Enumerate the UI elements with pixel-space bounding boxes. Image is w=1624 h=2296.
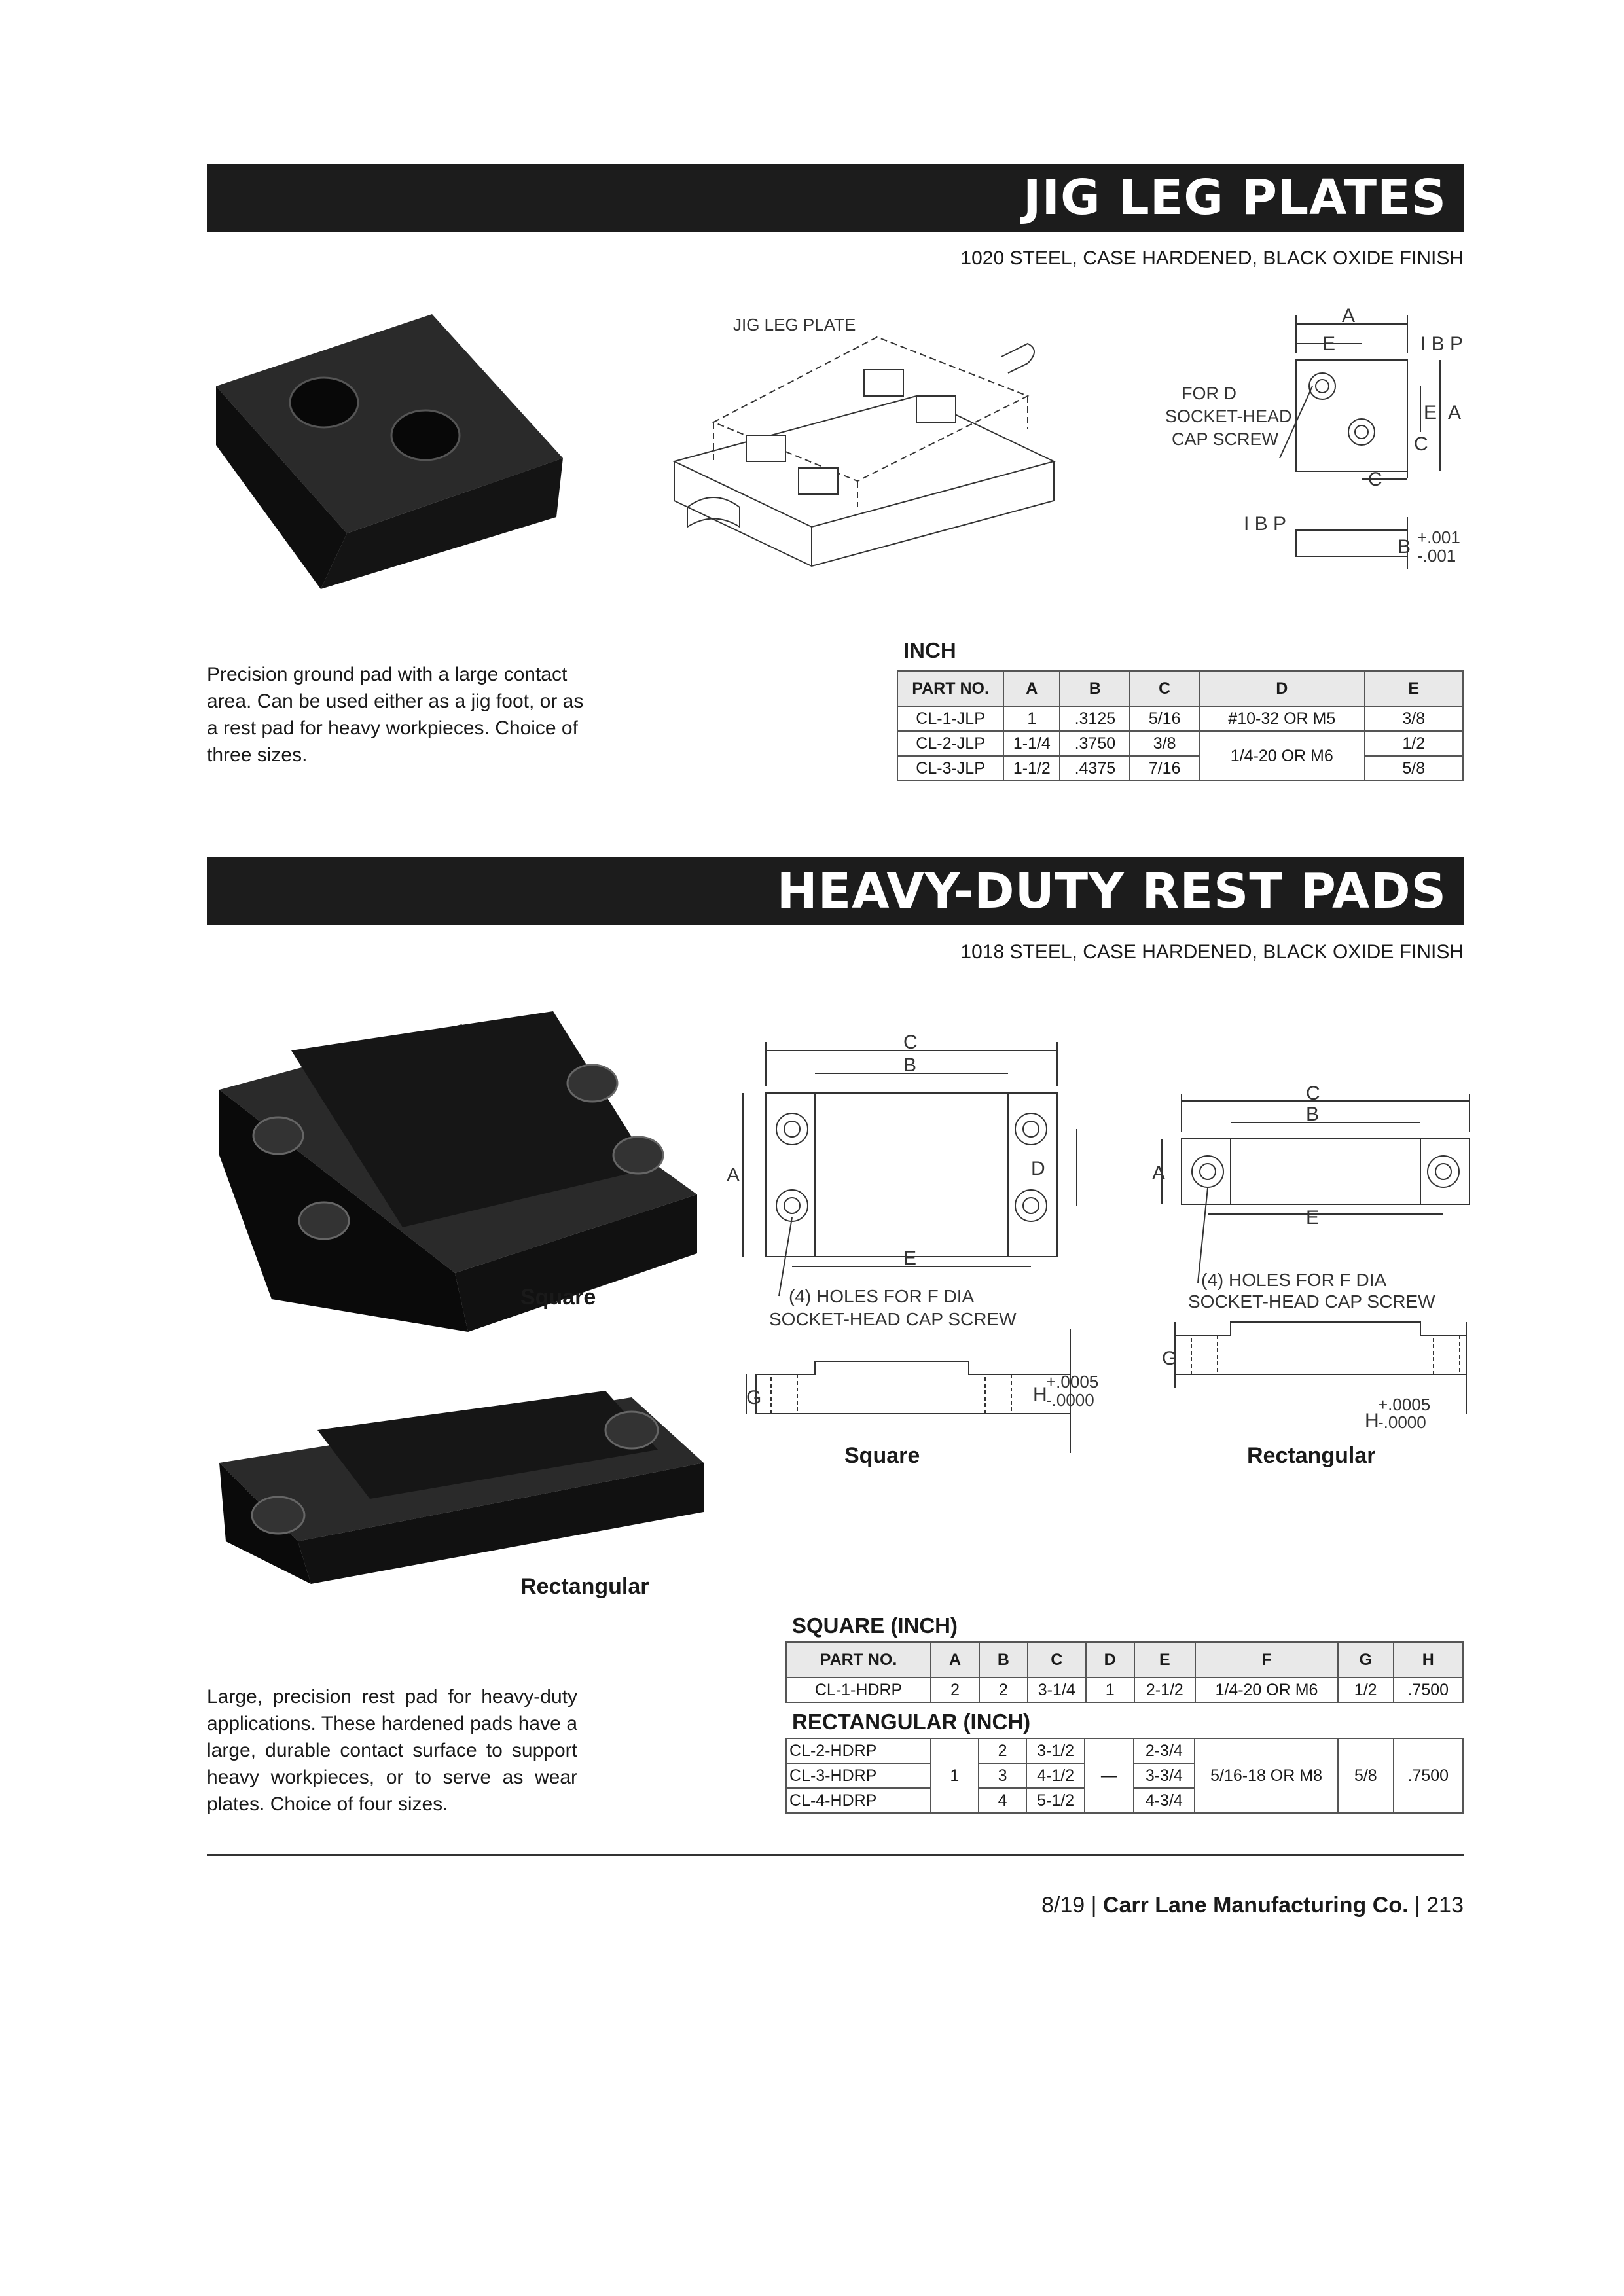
svg-text:A: A xyxy=(1448,402,1462,423)
rectangular-photo-caption: Rectangular xyxy=(520,1574,649,1599)
footer-date: 8/19 xyxy=(1041,1893,1085,1918)
jig-table-title: INCH xyxy=(903,638,956,662)
jig-description: Precision ground pad with a large contact area. Can be used either as a jig foot, or as a rest pad for heavy workpieces. Choice of three sizes. xyxy=(207,664,584,766)
svg-text:FOR D: FOR D xyxy=(1182,384,1236,403)
square-table-title: SQUARE (INCH) xyxy=(792,1613,958,1638)
svg-text:+.001: +.001 xyxy=(1417,528,1460,547)
svg-text:(4) HOLES FOR F DIA: (4) HOLES FOR F DIA xyxy=(1201,1270,1387,1290)
jig-subtitle: 1020 STEEL, CASE HARDENED, BLACK OXIDE FINISH xyxy=(960,247,1464,269)
svg-text:CAP SCREW: CAP SCREW xyxy=(1172,429,1279,449)
jig-leg-plate-label: JIG LEG PLATE xyxy=(733,315,856,334)
square-pad-photo xyxy=(213,1011,723,1332)
rectangular-drawing-caption: Rectangular xyxy=(1247,1443,1376,1468)
jig-dimension-drawing xyxy=(1165,308,1492,589)
footer-page-number: 213 xyxy=(1426,1893,1464,1918)
svg-text:-.0000: -.0000 xyxy=(1046,1390,1094,1410)
svg-text:H: H xyxy=(1365,1410,1379,1431)
square-pad-drawing xyxy=(727,1034,1100,1460)
svg-text:H: H xyxy=(1033,1384,1047,1405)
svg-text:C: C xyxy=(1414,433,1428,455)
table-row: CL-2-JLP 1-1/4 .3750 3/8 1/4-20 OR M6 1/2 xyxy=(897,731,1463,756)
svg-text:SOCKET-HEAD: SOCKET-HEAD xyxy=(1165,406,1292,426)
svg-text:D: D xyxy=(1031,1158,1045,1179)
rectangular-table-title: RECTANGULAR (INCH) xyxy=(792,1710,1031,1734)
rectangular-pad-drawing xyxy=(1152,1086,1473,1453)
square-spec-table: PART NO. A B C D E F G H CL-1-HDRP 2 2 3-1/4 1 2-1/2 1/4-20 OR M6 1/2 .7500 xyxy=(785,1641,1464,1703)
svg-text:G: G xyxy=(746,1387,762,1408)
svg-text:-.001: -.001 xyxy=(1417,546,1456,565)
svg-text:I B P: I B P xyxy=(1244,513,1287,535)
svg-text:E: E xyxy=(1322,333,1336,355)
svg-text:+.0005: +.0005 xyxy=(1378,1395,1431,1414)
svg-text:C: C xyxy=(903,1034,918,1053)
rest-description: Large, precision rest pad for heavy-duty applications. These hardened pads have a large, durable contact surface to support heavy workpieces, or to serve as wear plates. Choice of four sizes. xyxy=(207,1686,577,1815)
svg-text:A: A xyxy=(727,1164,740,1186)
rest-pads-banner: HEAVY-DUTY REST PADS xyxy=(207,857,1464,925)
jig-leg-plates-banner: JIG LEG PLATES xyxy=(207,164,1464,232)
svg-text:(4) HOLES FOR F DIA: (4) HOLES FOR F DIA xyxy=(789,1286,975,1306)
svg-text:C: C xyxy=(1306,1086,1320,1104)
rest-subtitle: 1018 STEEL, CASE HARDENED, BLACK OXIDE FINISH xyxy=(960,941,1464,963)
table-row: CL-3-HDRP 3 4-1/2 3-3/4 xyxy=(786,1763,1463,1788)
table-row: CL-1-HDRP 2 2 3-1/4 1 2-1/2 1/4-20 OR M6 1/2 .7500 xyxy=(786,1677,1463,1702)
footer-rule xyxy=(207,1854,1464,1856)
svg-text:E: E xyxy=(1306,1207,1320,1229)
svg-text:C: C xyxy=(1368,469,1382,490)
svg-text:E: E xyxy=(903,1247,917,1269)
table-row: CL-3-JLP 1-1/2 .4375 7/16 5/8 xyxy=(897,756,1463,781)
jig-spec-table: PART NO. A B C D E CL-1-JLP 1 .3125 5/16 #10-32 OR M5 3/8 CL-2-JLP 1-1/4 .3750 3/8 1/4-20 OR M6 1/2 CL-3-JLP 1-1/2 .4375 7/16 5/8 xyxy=(897,670,1464,781)
square-drawing-caption: Square xyxy=(844,1443,920,1468)
footer-company: Carr Lane Manufacturing Co. xyxy=(1102,1893,1409,1918)
table-row: CL-4-HDRP 4 5-1/2 4-3/4 xyxy=(786,1788,1463,1813)
svg-text:B: B xyxy=(1398,536,1411,558)
jig-leg-plate-photo xyxy=(209,308,576,596)
svg-text:B: B xyxy=(903,1054,917,1076)
footer: 8/19 | Carr Lane Manufacturing Co. | 213 xyxy=(1041,1893,1464,1918)
rectangular-spec-table xyxy=(785,1738,1464,1814)
svg-text:B: B xyxy=(1306,1103,1320,1125)
svg-text:SOCKET-HEAD CAP SCREW: SOCKET-HEAD CAP SCREW xyxy=(1188,1291,1435,1312)
svg-text:+.0005: +.0005 xyxy=(1046,1372,1099,1391)
square-photo-caption: Square xyxy=(520,1285,596,1310)
svg-text:E: E xyxy=(1424,402,1437,423)
table-row: CL-1-JLP 1 .3125 5/16 #10-32 OR M5 3/8 xyxy=(897,706,1463,731)
jig-fixture-drawing xyxy=(661,311,1067,573)
svg-text:-.0000: -.0000 xyxy=(1378,1412,1426,1432)
svg-text:I B P: I B P xyxy=(1420,333,1464,355)
svg-text:A: A xyxy=(1342,308,1356,327)
svg-text:SOCKET-HEAD CAP SCREW: SOCKET-HEAD CAP SCREW xyxy=(769,1309,1017,1329)
svg-text:G: G xyxy=(1162,1348,1178,1369)
rectangular-pad-photo xyxy=(213,1391,717,1587)
svg-text:A: A xyxy=(1152,1162,1166,1184)
table-row: CL-2-HDRP 1 2 3-1/2 — 2-3/4 5/16-18 OR M8 5/8 .7500 xyxy=(786,1738,1463,1763)
